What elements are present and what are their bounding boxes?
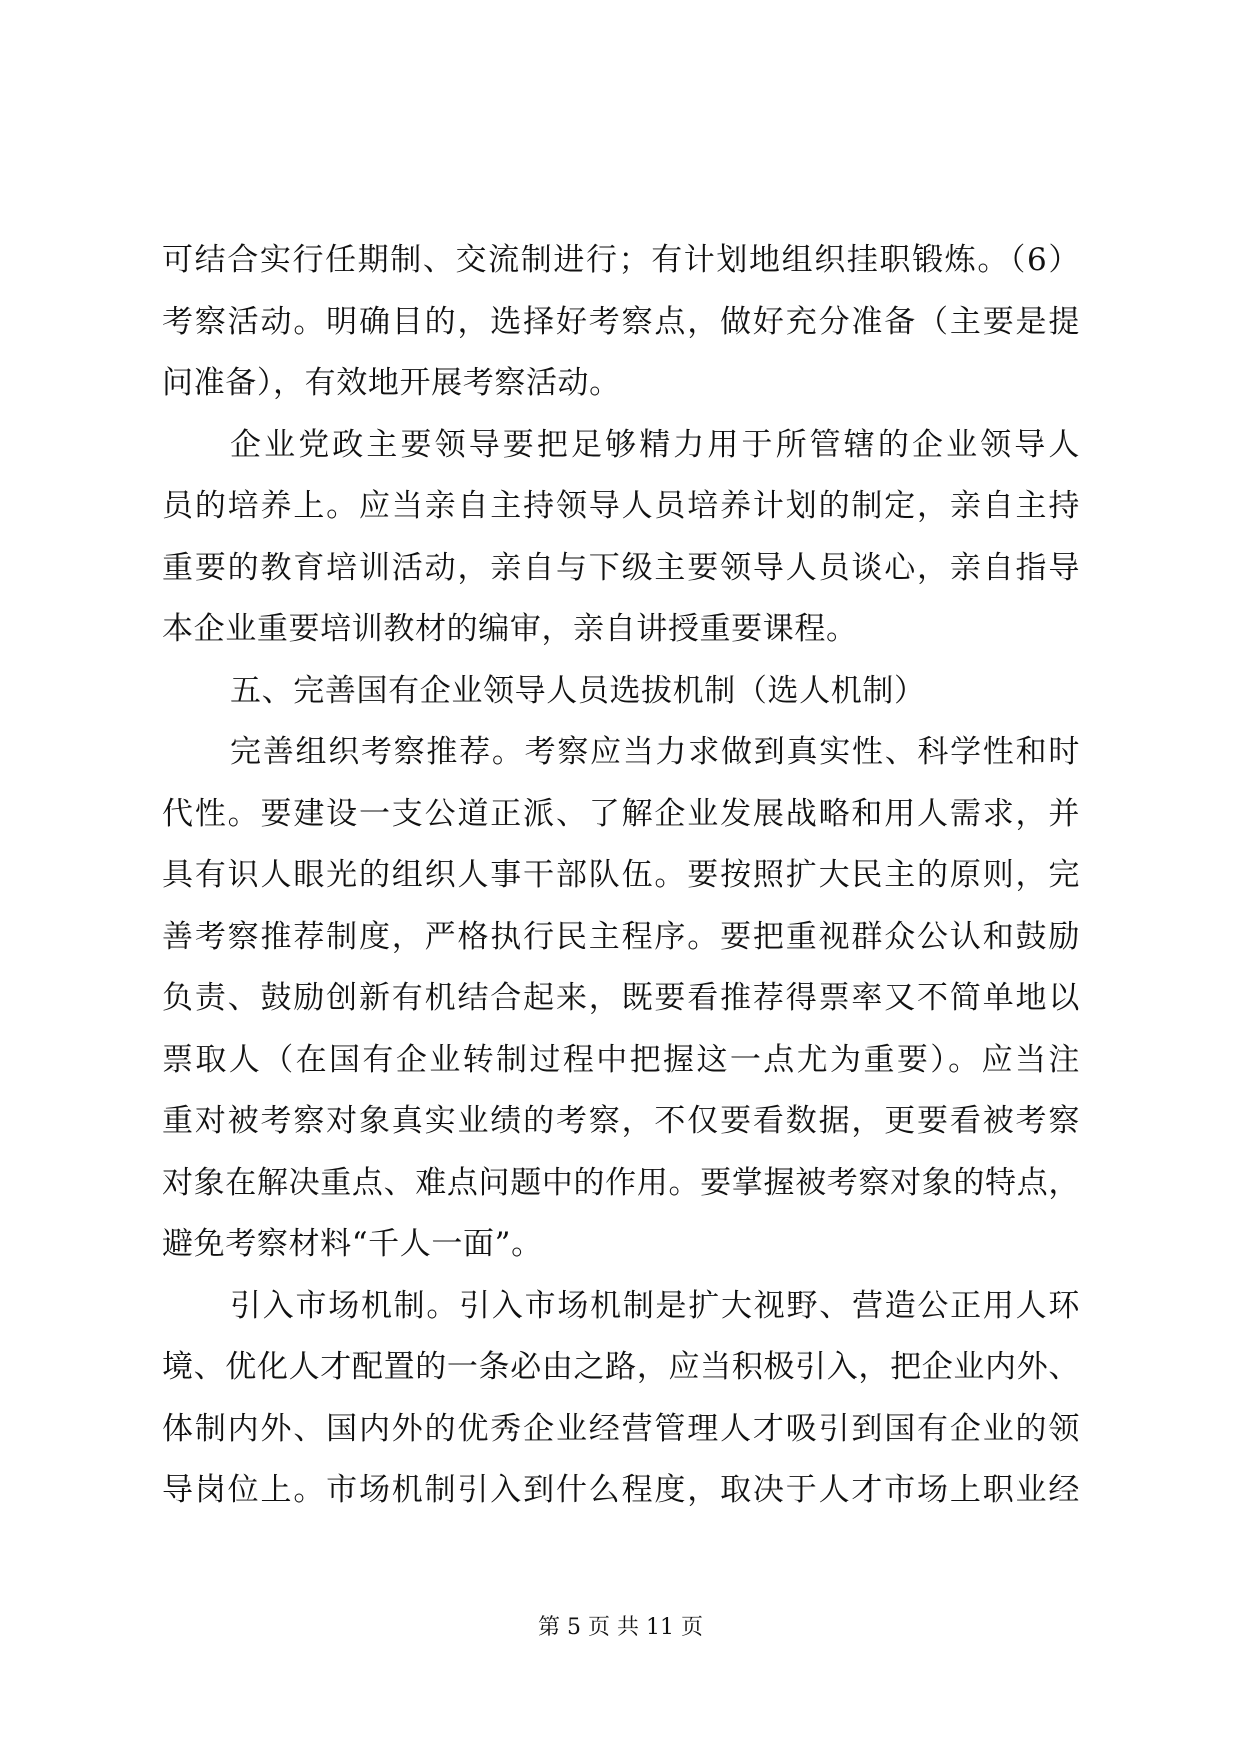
text-line: 体制内外、国内外的优秀企业经营管理人才吸引到国有企业的领 xyxy=(162,1410,1080,1447)
text-line: 问准备），有效地开展考察活动。 xyxy=(162,365,621,401)
text-line: 可结合实行任期制、交流制进行；有计划地组织挂职锻炼。（6） xyxy=(162,242,1080,278)
text-line: 员的培养上。应当亲自主持领导人员培养计划的制定，亲自主持 xyxy=(162,488,1080,524)
text-line: 善考察推荐制度，严格执行民主程序。要把重视群众公认和鼓励 xyxy=(162,918,1080,955)
text-line: 重对被考察对象真实业绩的考察，不仅要看数据，更要看被考察 xyxy=(162,1103,1080,1139)
text-line: 重要的教育培训活动，亲自与下级主要领导人员谈心，亲自指导 xyxy=(162,549,1080,586)
text-line: 考察活动。明确目的，选择好考察点，做好充分准备（主要是提 xyxy=(162,303,1080,340)
section-heading: 五、完善国有企业领导人员选拔机制（选人机制） xyxy=(230,672,926,709)
text-line: 对象在解决重点、难点问题中的作用。要掌握被考察对象的特点， xyxy=(162,1164,1080,1201)
text-line: 境、优化人才配置的一条必由之路，应当积极引入，把企业内外、 xyxy=(162,1349,1080,1385)
text-line: 避免考察材料“千人一面”。 xyxy=(162,1226,543,1262)
text-line: 负责、鼓励创新有机结合起来，既要看推荐得票率又不简单地以 xyxy=(162,980,1080,1016)
text-line: 票取人（在国有企业转制过程中把握这一点尤为重要）。应当注 xyxy=(162,1041,1080,1078)
paragraph-first-line: 引入市场机制。引入市场机制是扩大视野、营造公正用人环 xyxy=(230,1287,1080,1324)
text-line: 本企业重要培训教材的编审，亲自讲授重要课程。 xyxy=(162,611,858,647)
text-line: 具有识人眼光的组织人事干部队伍。要按照扩大民主的原则，完 xyxy=(162,857,1080,893)
paragraph-first-line: 企业党政主要领导要把足够精力用于所管辖的企业领导人 xyxy=(230,426,1080,463)
paragraph-first-line: 完善组织考察推荐。考察应当力求做到真实性、科学性和时 xyxy=(230,734,1080,770)
page-number-footer: 第 5 页 共 11 页 xyxy=(538,1615,703,1640)
document-body xyxy=(162,230,1080,1522)
text-line: 代性。要建设一支公道正派、了解企业发展战略和用人需求，并 xyxy=(162,795,1080,832)
text-line: 导岗位上。市场机制引入到什么程度，取决于人才市场上职业经 xyxy=(162,1472,1080,1508)
